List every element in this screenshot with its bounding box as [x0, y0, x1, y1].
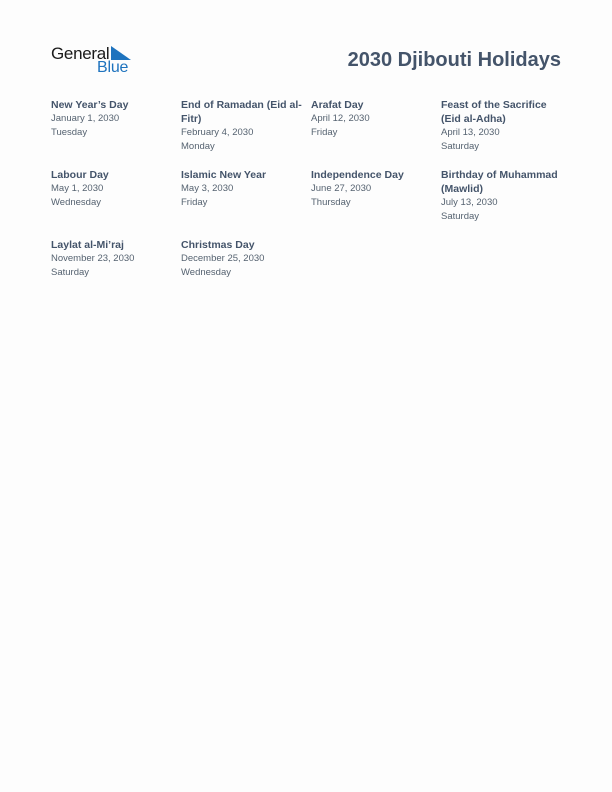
holiday-date: January 1, 2030 — [51, 113, 120, 124]
holiday-item — [181, 168, 303, 209]
holiday-name: End of Ramadan (Eid al-Fitr) — [181, 99, 302, 125]
holiday-item — [441, 98, 563, 153]
holiday-date: June 27, 2030 — [311, 183, 372, 194]
holiday-item — [51, 168, 173, 209]
holiday-date: December 25, 2030 — [181, 253, 265, 264]
holiday-name: Christmas Day — [181, 239, 255, 251]
holiday-item — [51, 98, 173, 139]
holiday-date: November 23, 2030 — [51, 253, 135, 264]
holiday-name: Labour Day — [51, 169, 109, 181]
holiday-item — [181, 98, 303, 153]
holiday-item — [51, 238, 173, 279]
logo-word-general: General — [51, 44, 110, 63]
logo-triangle-icon — [111, 46, 131, 60]
holiday-item — [311, 98, 433, 139]
holiday-name: Birthday of Muhammad (Mawlid) — [441, 169, 558, 195]
holiday-date: May 1, 2030 — [51, 183, 104, 194]
holiday-name: Laylat al-Mi’raj — [51, 239, 124, 251]
logo-word-blue: Blue — [97, 59, 129, 76]
holiday-item — [441, 168, 563, 223]
holiday-weekday: Thursday — [311, 196, 351, 208]
holiday-name: New Year’s Day — [51, 99, 129, 111]
generalblue-logo — [51, 44, 141, 78]
holiday-weekday: Monday — [181, 140, 215, 152]
holiday-name: Islamic New Year — [181, 169, 267, 181]
holiday-weekday: Saturday — [441, 210, 480, 222]
holiday-weekday: Wednesday — [51, 196, 101, 208]
holiday-item — [181, 238, 303, 279]
holiday-item — [311, 168, 433, 209]
holiday-weekday: Wednesday — [181, 266, 231, 278]
holiday-name: Arafat Day — [311, 99, 364, 111]
holiday-date: April 12, 2030 — [311, 113, 370, 124]
holiday-name: Feast of the Sacrifice (Eid al-Adha) — [441, 99, 547, 125]
holiday-weekday: Saturday — [441, 140, 480, 152]
holiday-weekday: Friday — [181, 196, 208, 208]
page-title: 2030 Djibouti Holidays — [347, 49, 561, 71]
holiday-weekday: Saturday — [51, 266, 90, 278]
holiday-date: July 13, 2030 — [441, 197, 498, 208]
holiday-name: Independence Day — [311, 169, 404, 181]
holiday-weekday: Friday — [311, 126, 338, 138]
holiday-date: May 3, 2030 — [181, 183, 234, 194]
holiday-weekday: Tuesday — [51, 126, 88, 138]
holiday-date: April 13, 2030 — [441, 127, 500, 138]
holiday-date: February 4, 2030 — [181, 127, 254, 138]
